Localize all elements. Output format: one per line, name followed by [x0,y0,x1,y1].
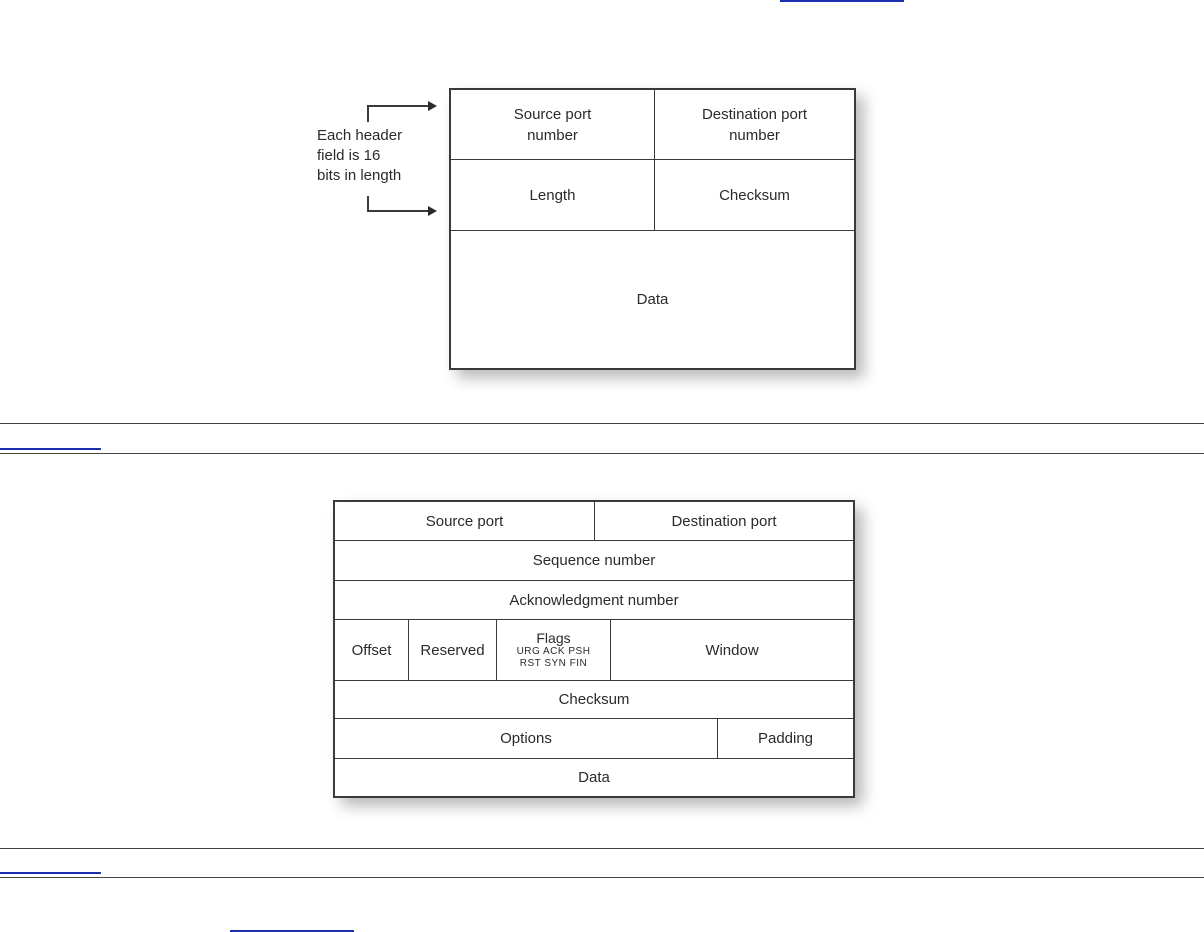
divider-1-bottom [0,453,1204,454]
tcp-options-cell: Options [335,719,718,758]
top-link[interactable] [780,0,904,2]
tcp-sequence-number-cell: Sequence number [532,552,656,569]
tcp-row-control [335,620,853,681]
tcp-row-acknowledgment [335,581,853,620]
arrow-bottom-icon [428,206,437,216]
annotation-line-3: bits in length [317,167,402,184]
header-length-annotation [317,126,402,186]
divider-2-bottom [0,877,1204,878]
udp-source-port-cell: Source port number [451,90,655,160]
udp-destination-port-cell: Destination port number [655,90,854,160]
tcp-data-cell: Data [578,769,610,786]
flags-line-2: RST SYN FIN [519,658,588,669]
flags-line-1: URG ACK PSH [516,646,591,657]
tcp-row-options [335,719,853,759]
tcp-offset-cell: Offset [335,620,409,680]
tcp-header-box [333,500,855,798]
annotation-line-2: field is 16 [317,147,381,164]
figure1-link[interactable] [0,448,101,450]
annotation-line-1: Each header [317,127,403,144]
udp-length-cell: Length [451,160,655,231]
bracket-bottom-horizontal [367,210,429,212]
udp-checksum-cell: Checksum [655,160,854,231]
divider-1-top [0,423,1204,424]
tcp-padding-cell: Padding [757,730,814,747]
divider-2-top [0,848,1204,849]
tcp-reserved-cell: Reserved [409,620,497,680]
tcp-destination-port-cell: Destination port [671,512,777,530]
figure2-link[interactable] [0,872,101,874]
tcp-window-cell: Window [705,641,759,659]
tcp-acknowledgment-number-cell: Acknowledgment number [509,591,679,609]
bracket-top-horizontal [367,105,429,107]
udp-data-cell: Data [636,291,669,308]
tcp-row-checksum [335,681,853,719]
tcp-row-sequence [335,541,853,581]
tcp-row-ports [335,502,853,541]
tcp-flags-cell [497,620,611,680]
tcp-checksum-cell: Checksum [558,691,630,708]
arrow-top-icon [428,101,437,111]
tcp-row-data [335,759,853,796]
flags-title: Flags [536,630,571,646]
tcp-source-port-cell: Source port [335,502,595,540]
bracket-top-vertical [367,106,369,122]
udp-header-box [449,88,856,370]
